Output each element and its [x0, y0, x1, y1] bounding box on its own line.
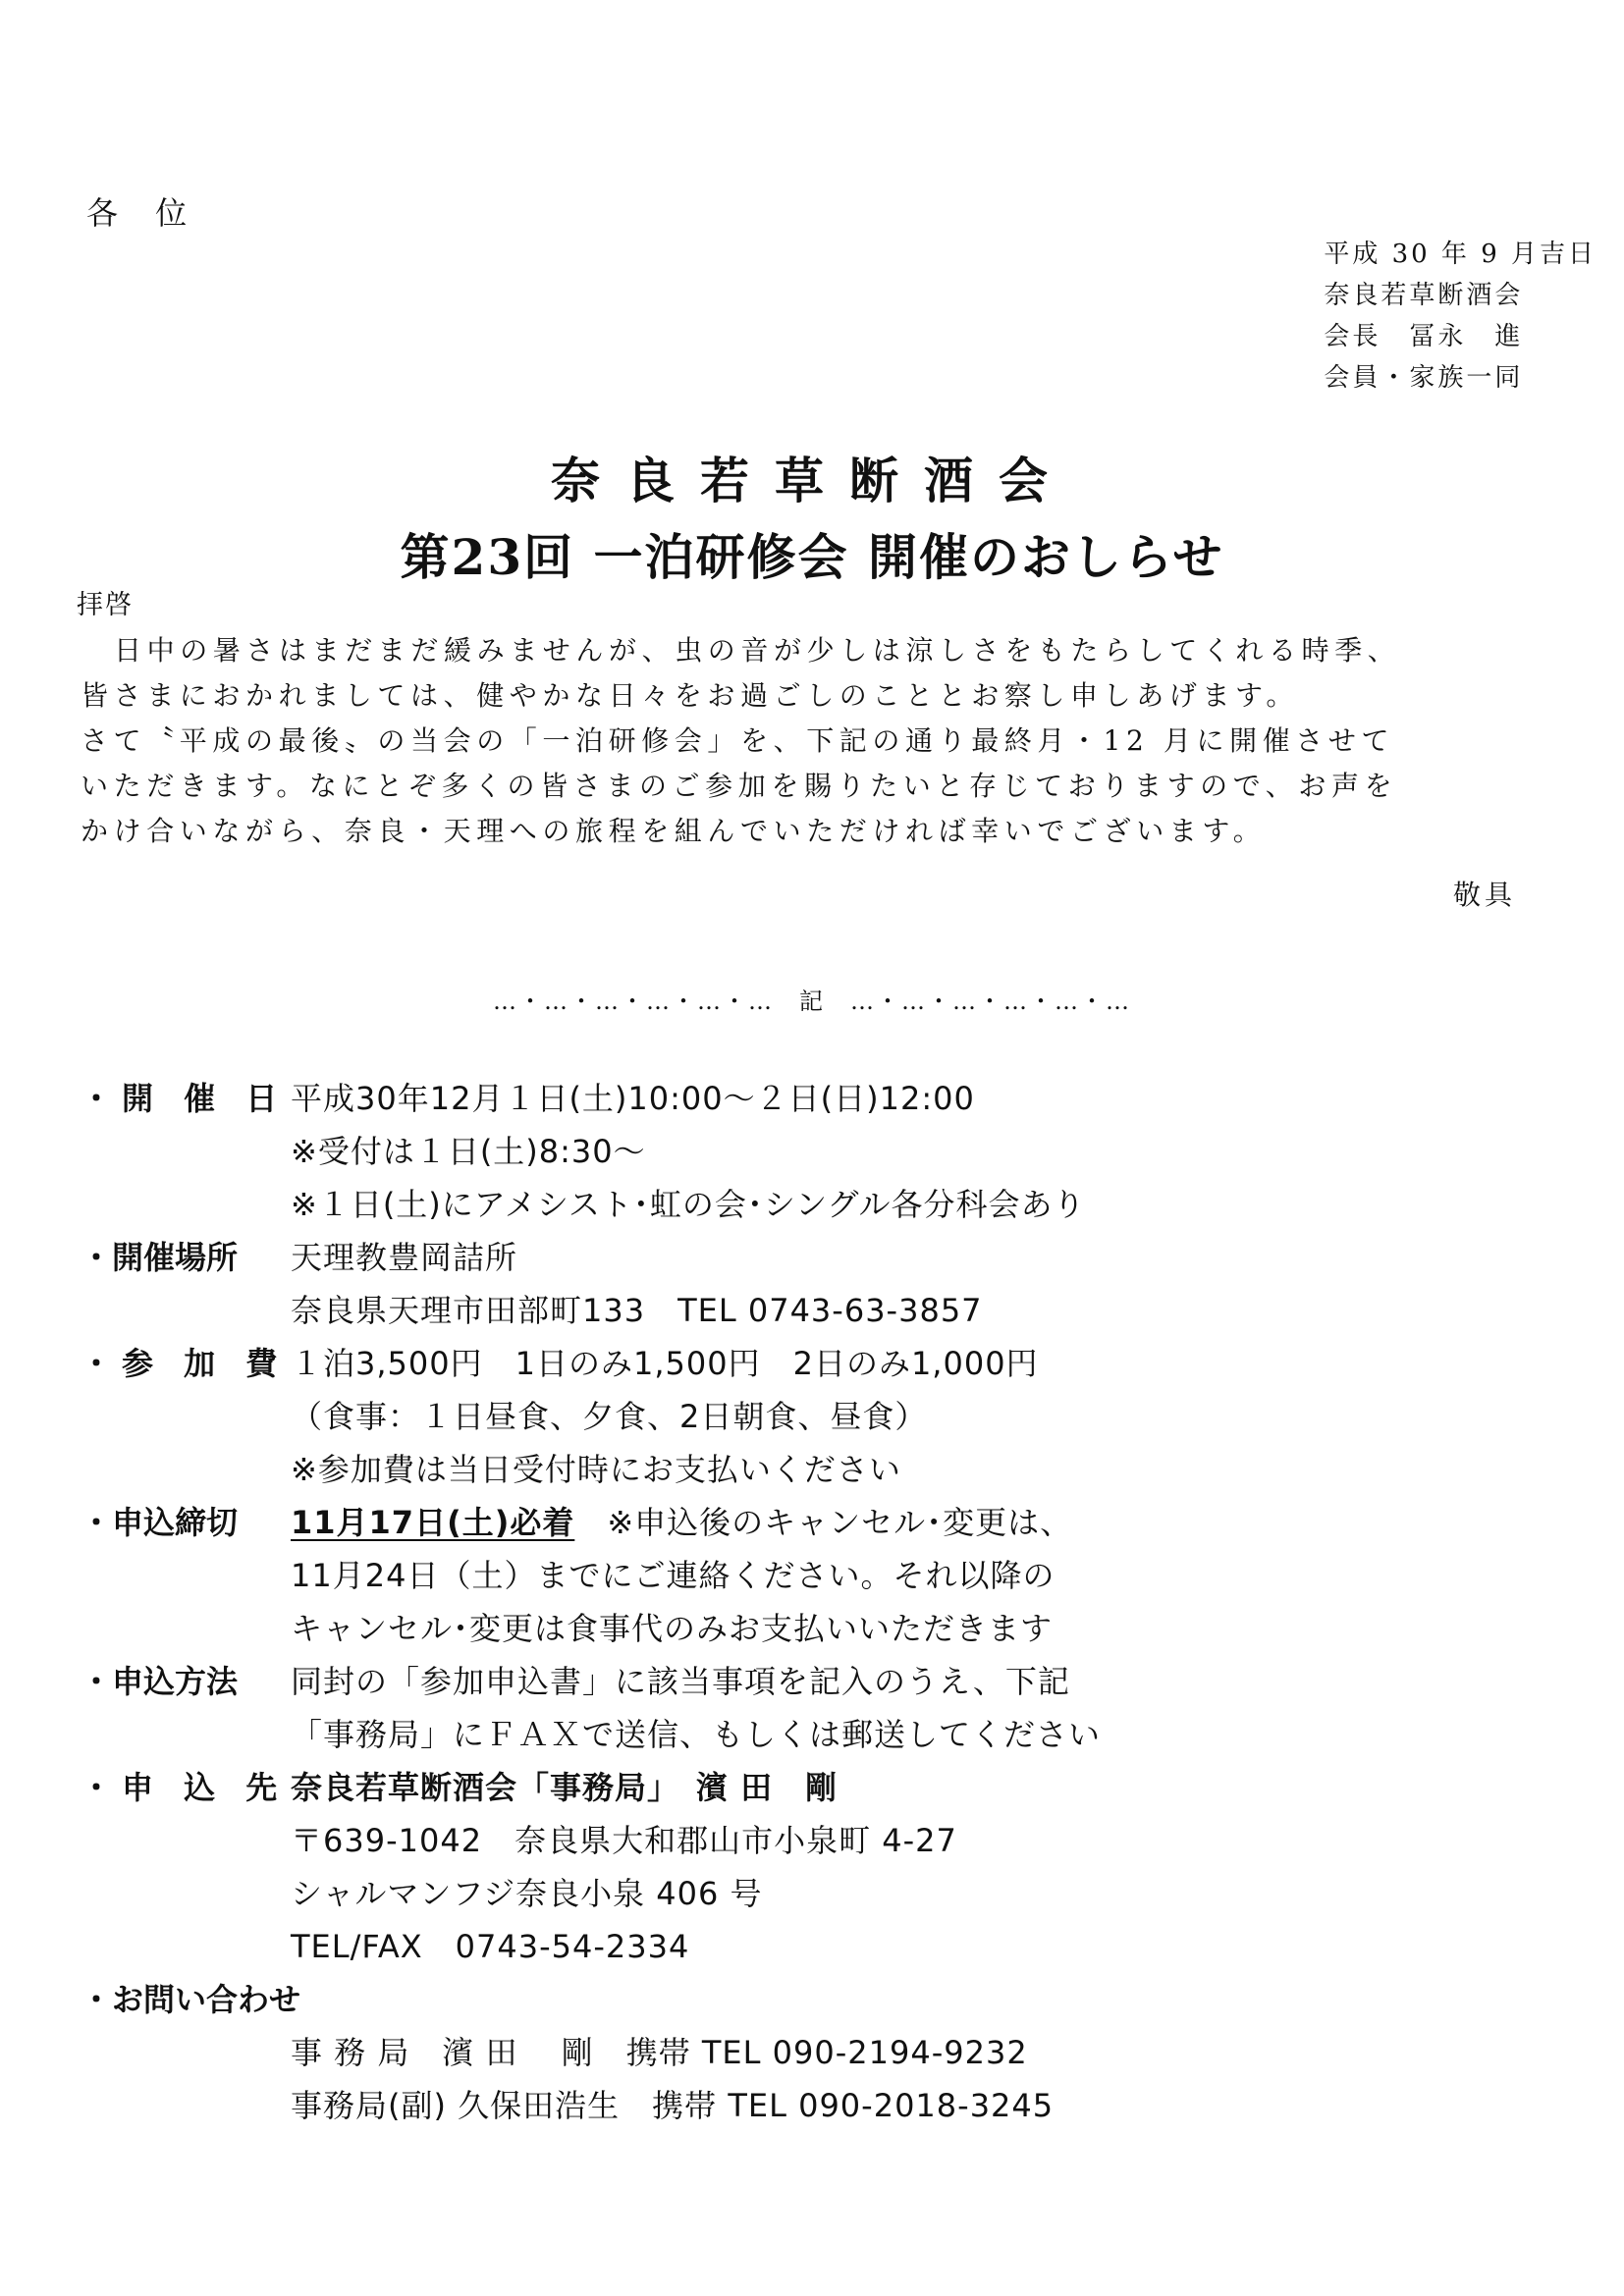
- body-line: 日中の暑さはまだまだ緩みませんが、虫の音が少しは涼しさをもたらしてくれる時季、: [114, 634, 1401, 667]
- detail-line: １泊3,500円 1日のみ1,500円 2日のみ1,000円: [291, 1345, 1039, 1382]
- detail-label: ・開催場所: [81, 1239, 239, 1276]
- detail-line: 同封の「参加申込書」に該当事項を記入のうえ、下記: [291, 1663, 1070, 1700]
- title-event: 第23回 一泊研修会 開催のおしらせ: [400, 528, 1224, 586]
- detail-label: ・開 催 日: [81, 1080, 288, 1117]
- detail-destination: [81, 1761, 1573, 1973]
- deadline-note: ※申込後のキャンセル･変更は、: [574, 1504, 1073, 1541]
- title-org: 奈良若草断酒会: [551, 452, 1073, 509]
- detail-label: ・申込締切: [81, 1504, 239, 1541]
- detail-line: （食事：１日昼食、夕食、2日朝食、昼食）: [291, 1398, 928, 1435]
- deadline-date: 11月17日(土)必着: [291, 1504, 575, 1541]
- detail-method: [81, 1655, 1573, 1761]
- detail-line: ※１日(土)にアメシスト･虹の会･シングル各分科会あり: [291, 1186, 1086, 1223]
- detail-line: 奈良県天理市田部町133 TEL 0743-63-3857: [291, 1292, 983, 1329]
- detail-line: 事 務 局 濱 田 剛 携帯 TEL 090-2194-9232: [291, 2034, 1028, 2071]
- closing: 敬具: [1452, 879, 1516, 911]
- detail-line: ※参加費は当日受付時にお支払いください: [291, 1451, 901, 1488]
- detail-fee: [81, 1337, 1573, 1496]
- detail-label: ・お問い合わせ: [81, 1981, 301, 2018]
- detail-label: ・申込方法: [81, 1663, 239, 1700]
- sender-members: 会員・家族一同: [1324, 363, 1524, 393]
- detail-line: ※受付は１日(土)8:30～: [291, 1133, 646, 1170]
- greeting: 拝啓: [77, 590, 134, 620]
- sender-president: 会長 冨永 進: [1324, 322, 1524, 351]
- issue-date: 平成 30 年 9 月吉日: [1324, 240, 1597, 269]
- body-line: いただきます。なにとぞ多くの皆さまのご参加を賜りたいと存じておりますので、お声を: [81, 770, 1398, 802]
- details-list: [81, 1072, 1573, 2132]
- detail-line: 「事務局」にＦＡＸで送信、もしくは郵送してください: [291, 1716, 1102, 1753]
- detail-line: 〒639-1042 奈良県大和郡山市小泉町 4-27: [291, 1822, 957, 1859]
- addressee: 各 位: [86, 194, 201, 232]
- detail-line: 11月24日（土）までにご連絡ください。それ以降の: [291, 1557, 1056, 1594]
- destination-name: 奈良若草断酒会「事務局」 濱 田 剛: [291, 1769, 839, 1806]
- letter-body: [81, 628, 1553, 854]
- detail-line: TEL/FAX 0743-54-2334: [291, 1928, 690, 1965]
- detail-label: ・参 加 費: [81, 1345, 288, 1382]
- detail-date: [81, 1072, 1573, 1231]
- detail-line: キャンセル･変更は食事代のみお支払いいただきます: [291, 1610, 1054, 1647]
- detail-deadline: [81, 1496, 1573, 1655]
- detail-venue: [81, 1231, 1573, 1337]
- detail-contact: [81, 1973, 1573, 2132]
- detail-line: 天理教豊岡詰所: [291, 1239, 518, 1276]
- sender-block: [1324, 234, 1597, 399]
- detail-line: 平成30年12月１日(土)10:00～２日(日)12:00: [291, 1080, 975, 1117]
- detail-line: シャルマンフジ奈良小泉 406 号: [291, 1875, 763, 1912]
- detail-label: ・申 込 先: [81, 1769, 288, 1806]
- body-line: 皆さまにおかれましては、健やかな日々をお過ごしのこととお察し申しあげます。: [81, 679, 1299, 712]
- body-line: さて〝平成の最後〟の当会の「一泊研修会」を、下記の通り最終月・12 月に開催させて: [81, 724, 1395, 757]
- sender-org: 奈良若草断酒会: [1324, 281, 1524, 310]
- detail-line: 事務局(副) 久保田浩生 携帯 TEL 090-2018-3245: [291, 2087, 1055, 2124]
- ki-separator: …・…・…・…・…・… 記 …・…・…・…・…・…: [493, 988, 1131, 1015]
- body-line: かけ合いながら、奈良・天理への旅程を組んでいただければ幸いでございます。: [81, 815, 1267, 847]
